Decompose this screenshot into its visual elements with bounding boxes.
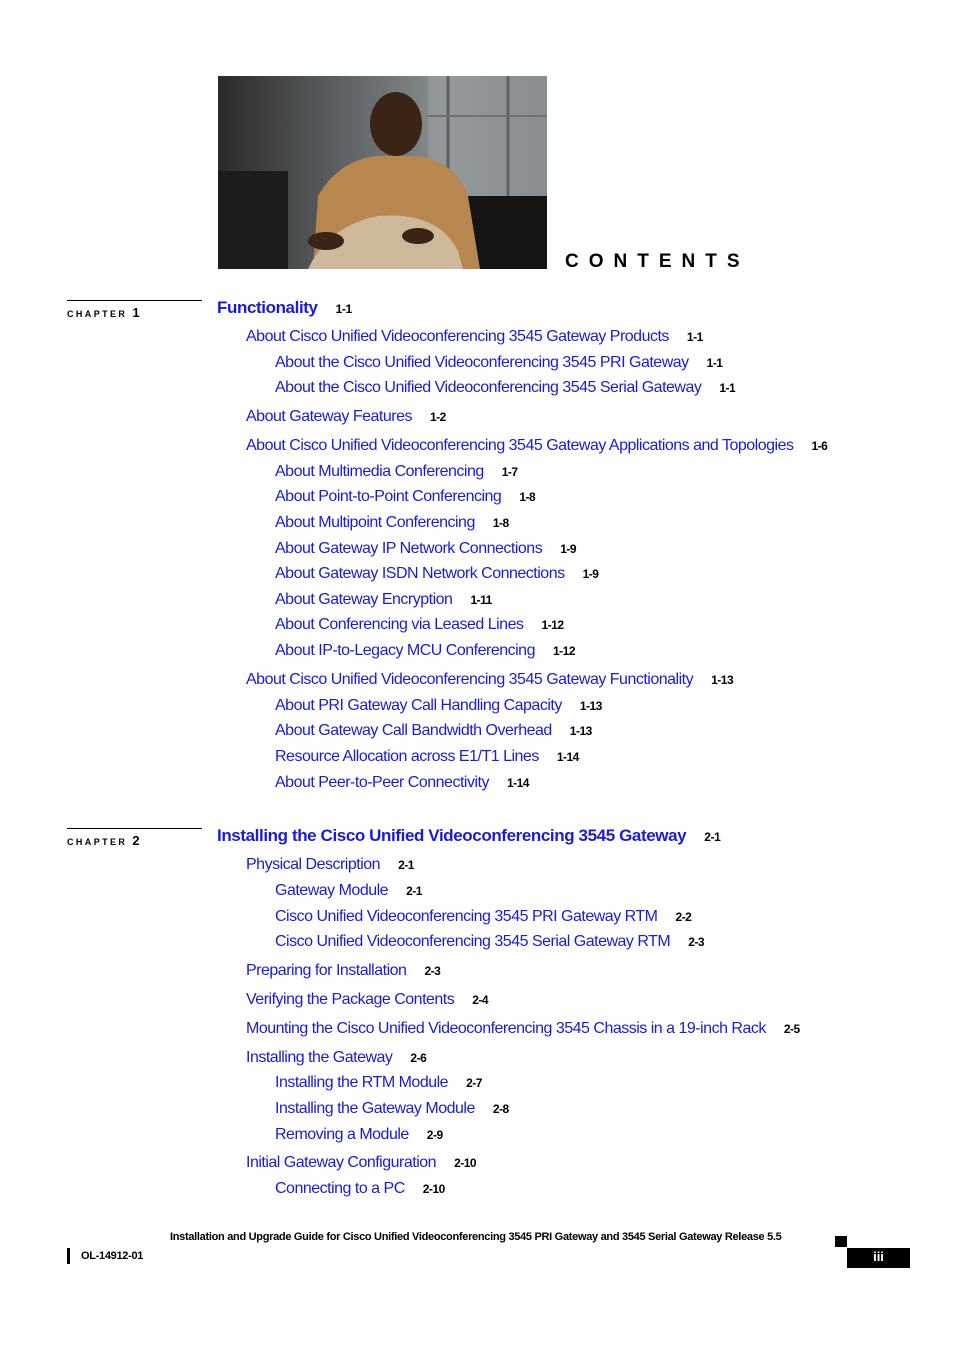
toc-entry-title: Functionality	[217, 298, 318, 317]
toc-entry-title: About Gateway Call Bandwidth Overhead	[275, 722, 552, 739]
toc-entry-title: Initial Gateway Configuration	[246, 1154, 437, 1171]
toc-page-number: 2-4	[472, 993, 489, 1007]
toc-page-number: 1-1	[719, 381, 736, 395]
toc-entry-link[interactable]	[275, 565, 598, 583]
toc-entry-link[interactable]	[275, 697, 602, 715]
toc-page-number: 1-8	[492, 516, 509, 530]
toc-page-number: 1-13	[579, 699, 602, 713]
chapter-title-link[interactable]	[217, 298, 352, 318]
footer-doc-number: OL-14912-01	[81, 1250, 144, 1262]
toc-page-number: 2-3	[424, 964, 441, 978]
toc-entry-link[interactable]	[275, 882, 422, 900]
toc-entry-title: Preparing for Installation	[246, 962, 407, 979]
toc-entry-title: About Multimedia Conferencing	[275, 463, 484, 480]
toc-page-number: 2-1	[704, 830, 721, 844]
toc-page-number: 2-7	[466, 1076, 482, 1090]
toc-entry-title: Installing the Gateway Module	[275, 1100, 475, 1117]
toc-entry-title: About the Cisco Unified Videoconferencing 3545 Serial Gateway	[275, 379, 702, 396]
toc-entry-link[interactable]	[275, 591, 492, 609]
toc-entry-link[interactable]	[275, 514, 509, 532]
toc-page-number: 2-1	[406, 884, 422, 898]
toc-entry-link[interactable]	[246, 328, 703, 346]
toc-entry-link[interactable]	[275, 1100, 509, 1118]
toc-entry-link[interactable]	[275, 1126, 443, 1144]
toc-entry-title: Cisco Unified Videoconferencing 3545 PRI Gateway RTM	[275, 908, 658, 925]
toc-page-number: 1-13	[569, 724, 592, 738]
toc-entry-link[interactable]	[275, 748, 579, 766]
toc-entry-title: About the Cisco Unified Videoconferencing 3545 PRI Gateway	[275, 354, 689, 371]
toc-entry-link[interactable]	[246, 1020, 800, 1038]
toc-page-number: 2-3	[688, 935, 705, 949]
toc-entry-title: Installing the Cisco Unified Videoconferencing 3545 Gateway	[217, 826, 687, 845]
toc-page-number: 1-14	[506, 776, 529, 790]
toc-page-number: 1-1	[335, 302, 352, 316]
toc-entry-title: About IP-to-Legacy MCU Conferencing	[275, 642, 535, 659]
toc-page-number: 1-1	[686, 330, 703, 344]
toc-entry-title: Installing the Gateway	[246, 1049, 393, 1066]
toc-page-number: 1-11	[470, 593, 492, 607]
toc-entry-title: About Peer-to-Peer Connectivity	[275, 774, 489, 791]
toc-entry-link[interactable]	[246, 962, 440, 980]
contents-heading: CONTENTS	[565, 251, 750, 272]
toc-entry-title: About Cisco Unified Videoconferencing 3545 Gateway Products	[246, 328, 669, 345]
toc-entry-link[interactable]	[275, 540, 576, 558]
toc-entry-title: About Point-to-Point Conferencing	[275, 488, 502, 505]
toc-entry-title: Gateway Module	[275, 882, 389, 899]
toc-entry-link[interactable]	[246, 1049, 426, 1067]
footer-page-number: iii	[873, 1249, 884, 1264]
toc-page-number: 2-1	[398, 858, 414, 872]
toc-entry-title: Physical Description	[246, 856, 381, 873]
toc-entry-link[interactable]	[275, 379, 735, 397]
chapter-number: 2	[132, 833, 140, 848]
footer-title: Installation and Upgrade Guide for Cisco Unified Videoconferencing 3545 PRI Gateway and 3545 Serial Gateway Release 5.5	[170, 1231, 782, 1243]
toc-entry-link[interactable]	[246, 437, 827, 455]
toc-entry-link[interactable]	[275, 774, 529, 792]
toc-page-number: 1-6	[811, 439, 828, 453]
toc-entry-link[interactable]	[275, 463, 518, 481]
toc-entry-title: Mounting the Cisco Unified Videoconferencing 3545 Chassis in a 19-inch Rack	[246, 1020, 766, 1037]
toc-entry-link[interactable]	[275, 908, 691, 926]
toc-entry-link[interactable]	[275, 488, 535, 506]
toc-page-number: 1-9	[582, 567, 599, 581]
chapter-word: CHAPTER	[67, 309, 128, 319]
toc-page-number: 1-14	[556, 750, 579, 764]
toc-entry-title: About Gateway Features	[246, 408, 412, 425]
toc-entry-title: About Cisco Unified Videoconferencing 3545 Gateway Functionality	[246, 671, 694, 688]
toc-page-number: 1-8	[519, 490, 536, 504]
toc-page-number: 2-5	[783, 1022, 800, 1036]
footer-left-bar	[67, 1248, 70, 1264]
toc-entry-link[interactable]	[246, 991, 488, 1009]
toc-entry-link[interactable]	[246, 671, 733, 689]
chapter-label	[67, 833, 140, 848]
toc-entry-link[interactable]	[246, 1154, 476, 1172]
toc-entry-link[interactable]	[275, 354, 722, 372]
toc-entry-title: About Multipoint Conferencing	[275, 514, 475, 531]
chapter-label	[67, 305, 140, 320]
toc-entry-link[interactable]	[275, 722, 592, 740]
toc-page-number: 1-12	[552, 644, 575, 658]
toc-entry-link[interactable]	[275, 1074, 482, 1092]
chapter-title-link[interactable]	[217, 826, 720, 846]
toc-entry-title: Connecting to a PC	[275, 1180, 405, 1197]
toc-page-number: 2-2	[675, 910, 692, 924]
toc-entry-title: Cisco Unified Videoconferencing 3545 Serial Gateway RTM	[275, 933, 671, 950]
toc-page-number: 1-1	[706, 356, 723, 370]
chapter-word: CHAPTER	[67, 837, 128, 847]
footer-mark	[835, 1236, 847, 1247]
toc-entry-title: Installing the RTM Module	[275, 1074, 449, 1091]
toc-entry-title: About Gateway Encryption	[275, 591, 453, 608]
chapter-number: 1	[132, 305, 140, 320]
toc-page-number: 1-7	[501, 465, 518, 479]
toc-entry-title: Removing a Module	[275, 1126, 409, 1143]
toc-entry-title: About Conferencing via Leased Lines	[275, 616, 524, 633]
toc-entry-link[interactable]	[246, 856, 414, 874]
toc-entry-link[interactable]	[275, 642, 575, 660]
toc-entry-title: About Cisco Unified Videoconferencing 3545 Gateway Applications and Topologies	[246, 437, 794, 454]
toc-entry-link[interactable]	[275, 933, 704, 951]
toc-entry-link[interactable]	[246, 408, 446, 426]
toc-entry-title: About Gateway ISDN Network Connections	[275, 565, 565, 582]
chapter-rule	[67, 828, 202, 829]
toc-entry-title: Resource Allocation across E1/T1 Lines	[275, 748, 539, 765]
toc-entry-title: About Gateway IP Network Connections	[275, 540, 543, 557]
toc-page-number: 2-9	[426, 1128, 443, 1142]
toc-page-number: 1-12	[541, 618, 564, 632]
toc-entry-title: Verifying the Package Contents	[246, 991, 455, 1008]
toc-page-number: 1-2	[429, 410, 446, 424]
chapter-rule	[67, 300, 202, 301]
toc-page-number: 2-10	[454, 1156, 477, 1170]
toc-entry-link[interactable]	[275, 1180, 445, 1198]
toc-page-number: 1-9	[560, 542, 577, 556]
toc-entry-link[interactable]	[275, 616, 564, 634]
toc-entry-title: About PRI Gateway Call Handling Capacity	[275, 697, 562, 714]
toc-page-number: 1-13	[711, 673, 734, 687]
toc-page-number: 2-8	[492, 1102, 509, 1116]
header-photo	[218, 76, 547, 269]
toc-page-number: 2-6	[410, 1051, 427, 1065]
toc-page-number: 2-10	[422, 1182, 445, 1196]
